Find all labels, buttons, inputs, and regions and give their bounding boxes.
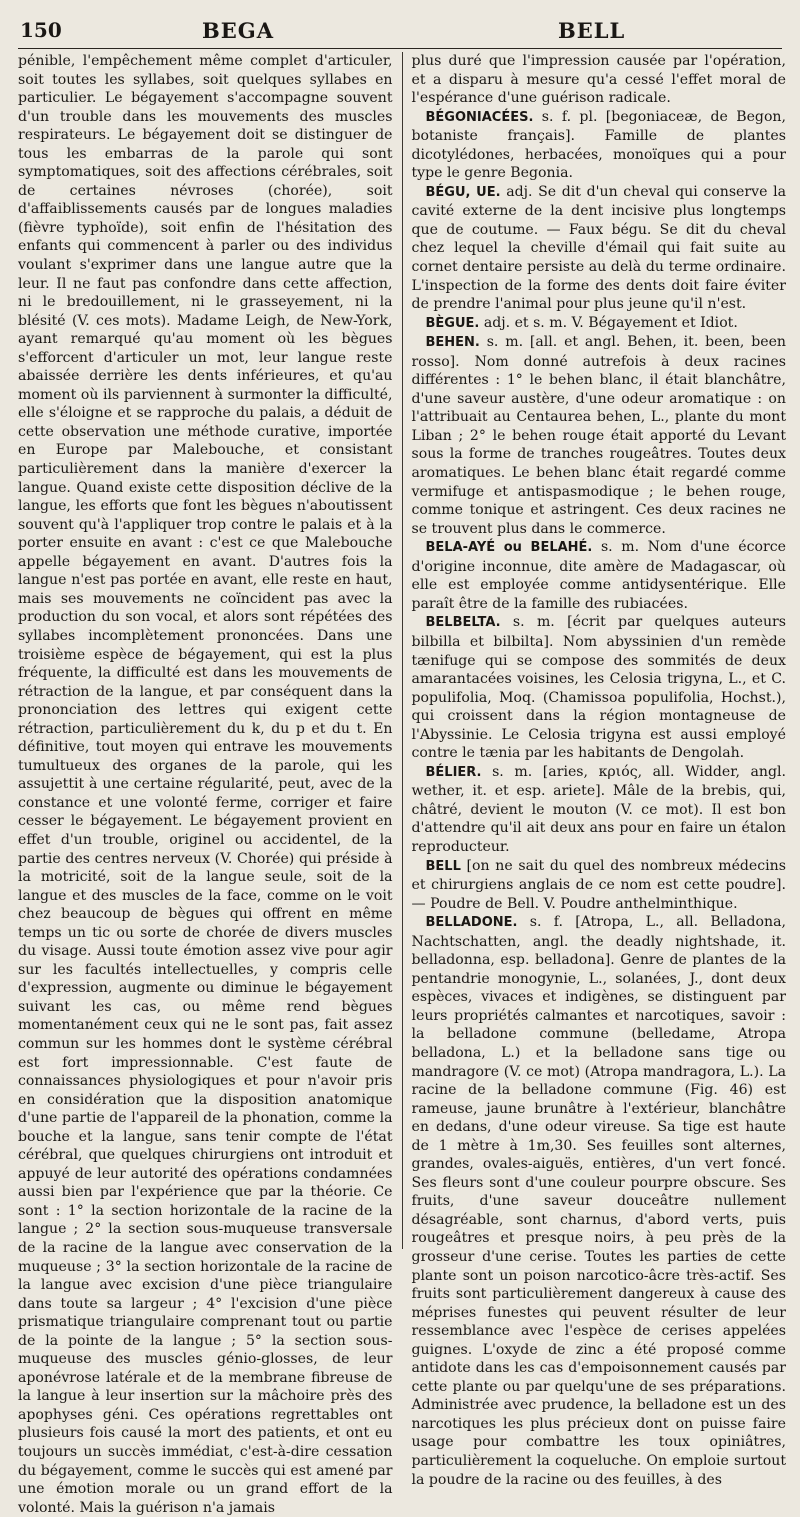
begayement-continuation-end: plus duré que l'impression causée par l'opération, et a disparu à mesure qu'a cessé l'effet moral de l'espérance d'une guérison radicale.: [411, 53, 786, 107]
page-number: 150: [20, 18, 62, 42]
header-rule: [18, 48, 782, 49]
definition: s. f. pl. [begoniaceæ, de Begon, botaniste français]. Famille de plantes dicotylédones, herbacées, monoïques qui a pour type le genre Begonia.: [411, 108, 786, 182]
entry-bell: [412, 857, 787, 914]
two-column-body: [18, 52, 787, 1516]
definition: [on ne sait du quel des nombreux médecins et chirurgiens anglais de ce nom est cette poudre]. — Poudre de Bell. V. Poudre anthelminthique.: [411, 857, 786, 912]
definition: adj. Se dit d'un cheval qui conserve la cavité externe de la dent incisive plus longtemps que de coutume. — Faux bégu. Se dit du cheval chez lequel la cheville d'émail qui fait suite au cornet dentaire persiste au delà du terme ordinaire. L'inspection de la forme des dents doit faire éviter de prendre l'animal pour plus jeune qu'il n'est.: [411, 183, 786, 313]
running-header: [18, 18, 782, 50]
headword: BELLADONE.: [425, 915, 518, 931]
headword: BELL: [425, 858, 461, 874]
entry-begoniacees: [412, 108, 787, 183]
entry-belladone: [412, 913, 787, 1489]
headword: BÈGUE.: [425, 315, 480, 331]
definition: s. m. [aries, κριός, all. Widder, angl. wether, it. et esp. ariete]. Mâle de la brebis, qui, châtré, devient le mouton (V. ce mot). Il est bon d'attendre qu'il ait deux ans pour en faire un étalon reproducteur.: [411, 763, 786, 855]
headword: BELA-AYÉ ou BELAHÉ.: [425, 540, 593, 556]
headword: BELBELTA.: [425, 615, 501, 631]
entry-behen: [412, 333, 787, 538]
definition: s. m. Nom d'une écorce d'origine inconnue, dite amère de Madagascar, où elle est employée comme antidysentérique. Elle paraît être de la famille des rubiacées.: [411, 539, 786, 612]
definition: s. f. [Atropa, L., all. Belladona, Nachtschatten, angl. the deadly nightshade, it. belladonna, esp. belladona]. Genre de plantes de la pentandrie monogynie, L., solanées, J., dont deux espèces, vivaces et indigènes, se distinguent par leurs propriétés calmantes et narcotiques, savoir : la belladone commune (belledame, Atropa belladona, L.) et la belladone sans tige ou mandragore (V. ce mot) (Atropa mandragora, L.). La racine de la belladone commune (Fig. 46) est rameuse, jaune brunâtre à l'extérieur, blanchâtre en dedans, d'une odeur vireuse. Sa tige est haute de 1 mètre à 1m,30. Ses feuilles sont alternes, grandes, ovales-aiguës, entières, d'un vert foncé. Ses fleurs sont d'une couleur pourpre obscure. Ses fruits, d'une saveur douceâtre nullement désagréable, sont charnus, d'abord verts, puis rougeâtres et presque noirs, à peu près de la grosseur d'une cerise. Toutes les parties de cette plante sont un poison narcotico-âcre très-actif. Ses fruits sont particulièrement dangereux à cause des méprises funestes qui peuvent résulter de leur ressemblance avec l'espèce de cerises appelées guignes. L'oxyde de zinc a été proposé comme antidote dans les cas d'empoisonnement causés par cette plante ou par quelqu'une de ses préparations. Administrée avec prudence, la belladone est un des narcotiques les plus précieux dont on puisse faire usage pour combattre les toux opiniâtres, particulièrement la coqueluche. On emploie surtout la poudre de la racine ou des feuilles, à des: [411, 914, 787, 1488]
entry-belbelta: [412, 613, 787, 762]
right-guide-word: BELL: [558, 18, 626, 43]
definition: s. m. [écrit par quelques auteurs bilbilla et bilbilta]. Nom abyssinien d'un remède tænifuge qui se compose des sommités de deux amarantacées voisines, les Celosia trigyna, L., et C. populifolia, Moq. (Chamissoa populifolia, Hochst.), qui croissent dans la région montagneuse de l'Abyssinie. Le Celosia trigyna est aussi employé contre le tænia par les habitants de Dengolah.: [411, 614, 786, 762]
left-column: [18, 52, 402, 1516]
left-guide-word: BEGA: [202, 18, 274, 43]
entry-belier: [412, 763, 787, 857]
entry-begu: [412, 183, 787, 314]
headword: BÉGU, UE.: [425, 184, 501, 200]
headword: BEHEN.: [425, 335, 480, 351]
definition: adj. et s. m. V. Bégayement et Idiot.: [483, 314, 738, 331]
headword: BÉGONIACÉES.: [425, 109, 534, 125]
right-column: [402, 52, 787, 1488]
entry-bela-aye: [412, 538, 787, 613]
definition: s. m. [all. et angl. Behen, it. been, been rosso]. Nom donné autrefois à deux racines différentes : 1° le behen blanc, il était blanchâtre, d'une saveur austère, d'une odeur aromatique : on l'attribuait au Centaurea behen, L., plante du mont Liban ; 2° le behen rouge était apporté du Levant sous la forme de tranches rougeâtres. Toutes deux aromatiques. Le behen blanc était regardé comme vermifuge et antispasmodique ; le behen rouge, comme tonique et astringent. Ces deux racines ne se trouvent plus dans le commerce.: [411, 334, 786, 537]
begayement-continuation: pénible, l'empêchement même complet d'articuler, soit toutes les syllabes, soit quelques syllabes en particulier. Le bégayement s'accompagne souvent d'un trouble dans les mouvements des muscles respirateurs. Le bégayement doit se distinguer de tous les embarras de la parole qui sont symptomatiques, soit des affections cérébrales, soit de certaines névroses (chorée), soit d'affaiblissements causés par de longues maladies (fièvre typhoïde), soit enfin de l'hésitation des enfants qui commencent à parler ou des individus voulant s'exprimer dans une langue autre que la leur. Il ne faut pas confondre dans cette affection, ni le bredouillement, ni le grasseyement, ni la blésité (V. ces mots). Madame Leigh, de New-York, ayant remarqué qu'au moment où les bègues s'efforcent d'articuler un mot, leur langue reste abaissée derrière les dents inférieures, et qu'au moment où ils parviennent à surmonter la difficulté, elle s'éloigne et se rapproche du palais, a déduit de cette observation une méthode curative, importée en Europe par Malebouche, et consistant particulièrement dans la manière d'exercer la langue. Quand existe cette disposition déclive de la langue, les efforts que font les bègues n'aboutissent souvent qu'à l'appliquer trop contre le palais et à la porter ensuite en avant : c'est ce que Malebouche appelle bégayement en avant. D'autres fois la langue n'est pas portée en avant, elle reste en haut, mais ses mouvements ne coïncident pas avec la production du son vocal, et alors sont répétées des syllabes incomplètement prononcées. Dans une troisième espèce de bégayement, qui est la plus fréquente, la difficulté est dans les mouvements de rétraction de la langue, et par conséquent dans la prononciation des lettres qui exigent cette rétraction, particulièrement du k, du p et du t. En définitive, tout moyen qui entrave les mouvements tumultueux des organes de la parole, qui les assujettit à une certaine régularité, peut, avec de la constance et une volonté ferme, corriger et faire cesser le bégayement. Le bégayement provient en effet d'un trouble, originel ou accidentel, de la partie des centres nerveux (V. Chorée) qui préside à la motricité, soit de la langue seule, soit de la langue et des muscles de la face, comme on le voit chez beaucoup de bègues qui offrent en même temps un tic ou sorte de chorée de divers muscles du visage. Aussi toute émotion assez vive pour agir sur les facultés intellectuelles, y compris celle d'expression, augmente ou diminue le bégayement suivant les cas, ou même rend bègues momentanément ceux qui ne le sont pas, fait assez commun sur les hommes dont le système cérébral est fort impressionnable. C'est faute de connaissances physiologiques et pour n'avoir pris en considération que la disposition anatomique d'une partie de l'appareil de la phonation, comme la bouche et la langue, sans tenir compte de l'état cérébral, que quelques chirurgiens ont introduit et appuyé de leur autorité des opérations condamnées aussi bien par l'expérience que par la théorie. Ce sont : 1° la section horizontale de la racine de la langue ; 2° la section sous-muqueuse transversale de la racine de la langue avec conservation de la muqueuse ; 3° la section horizontale de la racine de la langue avec excision d'une pièce triangulaire dans toute sa largeur ; 4° l'excision d'une pièce prismatique triangulaire comprenant tout ou partie de la pointe de la langue ; 5° la section sous-muqueuse des muscles génio-glosses, de leur aponévrose latérale et de la membrane fibreuse de la langue à leur insertion sur la mâchoire près des apophyses géni. Ces opérations regrettables ont plusieurs fois causé la mort des patients, et ont eu toujours un succès immédiat, c'est-à-dire cessation du bégayement, comme le succès qui est amené par une émotion morale ou un grand effort de la volonté. Mais la guérison n'a jamais: [18, 53, 393, 1516]
entry-begue: [412, 314, 787, 334]
headword: BÉLIER.: [425, 764, 482, 780]
